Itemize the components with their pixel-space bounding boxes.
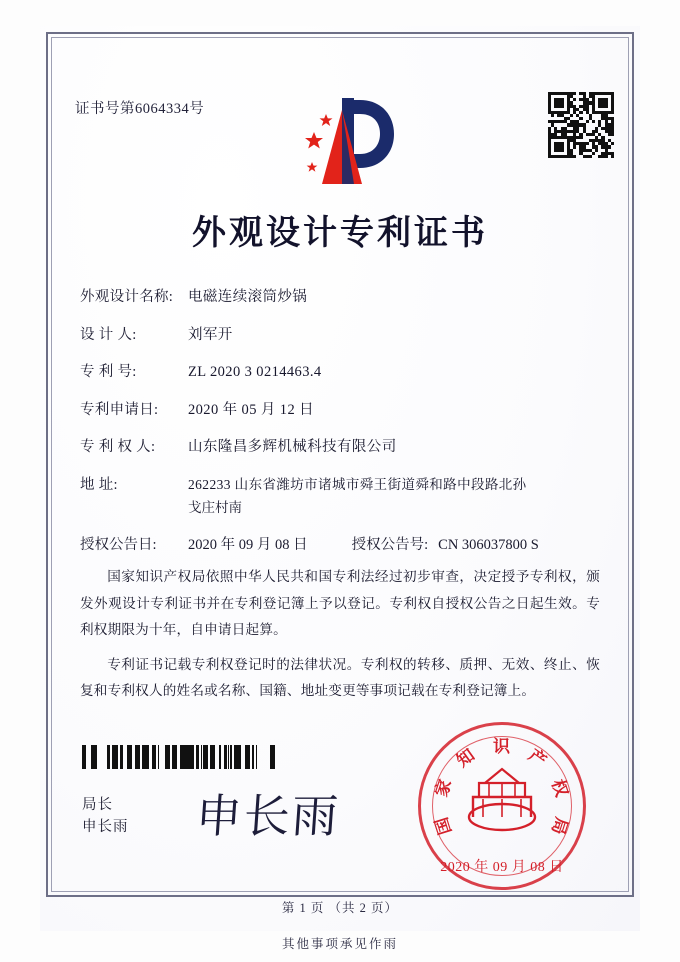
field-value: 2020 年 09 月 08 日	[188, 536, 308, 553]
field-label: 专 利 号:	[80, 364, 137, 381]
field-value: CN 306037800 S	[438, 536, 539, 553]
field-address-line2: 戈庄村南	[188, 500, 242, 516]
field-value: 262233 山东省潍坊市诸城市舜王街道舜和路中段路北孙	[188, 476, 527, 492]
certificate-fields	[80, 288, 600, 573]
field-design-name	[80, 288, 600, 308]
field-label: 外观设计名称:	[80, 289, 174, 305]
field-value: 刘军开	[188, 326, 233, 343]
field-label: 专利申请日:	[80, 401, 159, 418]
field-patent-number	[80, 363, 600, 383]
barcode-icon	[80, 745, 275, 769]
field-label: 专 利 权 人:	[80, 439, 156, 456]
field-value: 2020 年 05 月 12 日	[188, 401, 315, 418]
footer-note: 其他事项承见作雨	[281, 937, 398, 951]
field-label: 授权公告号:	[351, 536, 429, 553]
signature-name-label: 申长雨	[82, 818, 129, 835]
field-designer	[80, 326, 600, 346]
official-seal: 2020 年 09 月 08 日 国 家 知 识 产 权 局	[418, 722, 586, 890]
signature-role-label: 局长	[82, 797, 113, 813]
page-title: 外观设计专利证书	[192, 213, 488, 253]
signature-block	[82, 795, 129, 839]
field-value: 山东隆昌多辉机械科技有限公司	[188, 439, 397, 456]
handwritten-signature: 申长雨	[193, 789, 342, 843]
field-patentee	[80, 438, 600, 458]
field-value: 电磁连续滚筒炒锅	[188, 289, 308, 305]
field-label: 设 计 人:	[80, 326, 137, 343]
paragraph-2: 专利证书记载专利权登记时的法律状况。专利权的转移、质押、无效、终止、恢复和专利权人的姓名或名称、国籍、地址变更等事项记载在专利登记簿上。	[80, 656, 600, 698]
field-address	[80, 476, 600, 496]
field-label: 授权公告日:	[80, 536, 157, 553]
field-application-date	[80, 401, 600, 421]
qr-code-icon	[548, 92, 614, 158]
cnipa-emblem-icon	[290, 88, 400, 193]
field-grant-date	[80, 536, 308, 556]
field-label: 地 址:	[80, 476, 118, 493]
certificate-number: 证书号第6064334号	[75, 101, 205, 117]
page-indicator: 第 1 页 （共 2 页）	[281, 901, 399, 915]
seal-emblem-icon	[459, 761, 545, 837]
field-value: ZL 2020 3 0214463.4	[188, 364, 322, 381]
field-grant-number	[352, 536, 539, 556]
field-grant-row	[80, 536, 600, 556]
legal-text	[80, 564, 600, 713]
seal-date: 2020 年 09 月 08 日	[440, 860, 564, 875]
paragraph-1: 国家知识产权局依照中华人民共和国专利法经过初步审查，决定授予专利权，颁发外观设计专利证书并在专利登记簿上予以登记。专利权自授权公告之日起生效。专利权期限为十年，自申请日起算。	[80, 569, 600, 637]
